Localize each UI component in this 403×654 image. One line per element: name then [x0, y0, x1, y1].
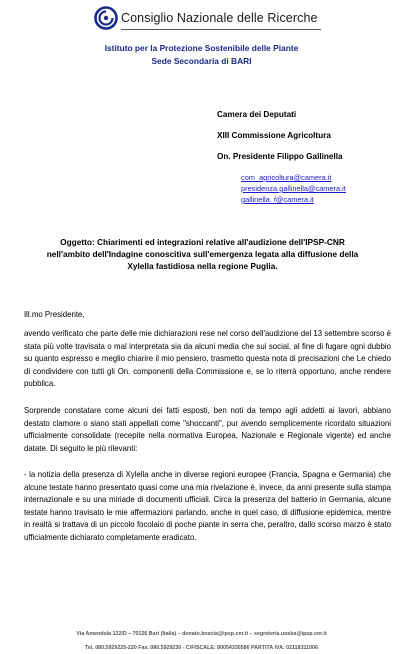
body-paragraph: Sorprende constatare come alcuni dei fatti esposti, ben noti da tempo agli addetti ai lavori, abbiano destato clamore o siano stati appellati come "shoccanti", pur avendo semplicemente ricordato situazioni ufficialmente consolidate (recepite nella normativa Europea, Nazionale e Regionale vigente) ed anche datate. Di seguito le più rilevanti: [24, 406, 391, 453]
email-link[interactable]: com_agricoltura@camera.it [241, 173, 332, 182]
org-name: Consiglio Nazionale delle Ricerche [121, 11, 318, 25]
institute-name: Istituto per la Protezione Sostenibile delle Piante [104, 43, 299, 53]
subject-line: Xylella fastidiosa nella regione Puglia. [127, 261, 278, 271]
body-paragraph: avendo verificato che parte delle mie dichiarazioni rese nel corso dell'audizione del 13 settembre scorso è stata più volte travisata o mal interpretata sia da alcuni media che sui social, al fine di fugare ogni dubbio su quanto espresso e meglio chiarire il mio pensiero, trasmetto questa nota di precisazioni che Le chiedo di condividere con tutti gli On. componenti della Commissione e, se lo riterrà opportuno, anche rendere pubblica. [24, 329, 391, 389]
header-divider [121, 29, 321, 30]
recipient-commission: XIII Commissione Agricoltura [217, 131, 331, 140]
recipient-chamber: Camera dei Deputati [217, 110, 297, 119]
cnr-logo-icon [94, 6, 118, 30]
recipient-president: On. Presidente Filippo Gallinella [217, 152, 343, 161]
email-link[interactable]: presidenza.gallinella@camera.it [241, 184, 346, 193]
body-paragraph: - la notizia della presenza di Xylella anche in diverse regioni europee (Francia, Spagna e Germania) che alcune testate hanno presentato quasi come una mia rivelazione è, invece, da anni presente sulla stampa internazionale e su una miriade di documenti ufficiali. Circa la presenza del batterio in Germania, alcune testate hanno travisato le mie affermazioni parlando, anche in quel caso, di diffusione epidemica, mentre in realtà si trattava di un piccolo focolaio di poche piante in serra che, peraltro, dallo scorso marzo è stato ufficialmente dichiarato completamente eradicato. [24, 470, 391, 542]
email-link[interactable]: gallinella_f@camera.it [241, 195, 314, 204]
salutation: Ill.mo Presidente, [24, 310, 85, 319]
footer-address: Via Amendola 122/D – 70126 Bari (Italia) – donato.boscia@ipsp.cnr.it – segreteria.uosba@ipsp.cnr.it [76, 631, 327, 637]
subject-line: nell'ambito dell'Indagine conoscitiva sull'emergenza legata alla diffusione della [46, 249, 359, 259]
letterhead-logo [94, 6, 318, 30]
subject-block [20, 236, 385, 272]
institute-seat: Sede Secondaria di BARI [151, 56, 252, 66]
subject-line: Oggetto: Chiarimenti ed integrazioni relative all'audizione dell'IPSP-CNR [60, 237, 345, 247]
footer-contacts: Tel. 080.5929225-220 Fax. 080.5929230 - C/FISCALE: 80054330586 PARTITA IVA: 02118311006 [85, 645, 318, 651]
